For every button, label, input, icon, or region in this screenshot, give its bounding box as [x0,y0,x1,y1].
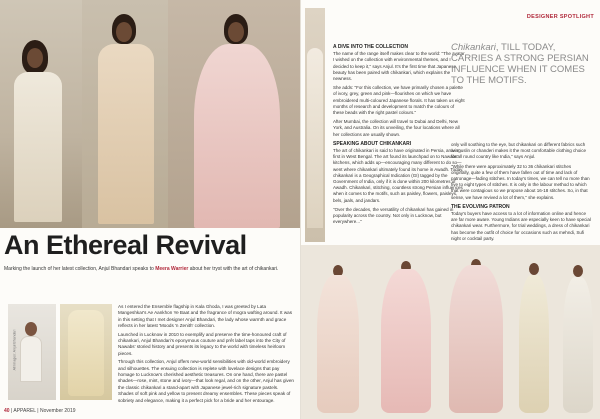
model-photo-7 [443,245,507,419]
paragraph: After Mumbai, the collection will travel to Dubai and Delhi, New York, and Australia. On its unveiling, the four locations where all her collections are usually shown. [333,119,460,137]
right-page [300,0,600,419]
model-photo-8 [513,245,553,419]
designer-portrait [8,304,56,400]
intro-body [118,304,294,406]
section-heading-chikankari: SPEAKING ABOUT CHIKANKARI [333,140,412,147]
collection-photo-strip [301,245,600,419]
paragraph: Launched in Lucknow in 2010 to exemplify and preserve the time-honoured craft of chikankari, Anjul Bhandari's eponymous couture and prêt label taps into the City of Nawabs' storied history and presents its legacy to the world with timeless heirloom pieces. [118,331,287,356]
paragraph: Today's buyers have access to a lot of information online and hence are far more aware. Young Indians are especially keen to have special chikankari wear. Furthermore, for trial weddings, a dress of chikankari has become the outfit of choice for occasions such as mehndi, Sufi night or cocktail party. [451,211,591,241]
section-tag: DESIGNER SPOTLIGHT [526,14,594,20]
paragraph: only will soothing to the eye, but chikankari on different fabrics such as muslin or chanderi makes it the most comfortable clothing choice for all round country like India," says Anjul. [451,142,587,160]
model-photo-4 [305,8,325,242]
page-number: 40 [4,408,10,414]
pull-quote [451,42,591,86]
model-photo-2 [82,0,168,228]
folio-text: | APPAREL | November 2019 [10,408,76,414]
photo-credit: All Images: Anjul Bhandari [12,329,17,371]
section-heading-patron: THE EVOLVING PATRON [451,203,510,210]
section-heading-collection: A DIVE INTO THE COLLECTION [333,44,409,50]
paragraph: "Over the decades, the versatility of chikankari has gained in popularity across the country. Not only in Lucknow, but everywhere..." [333,206,454,225]
pull-quote-word: Chikankari [451,42,496,53]
article-column-1 [333,42,465,228]
outfit-photo [60,304,112,400]
standfirst [4,266,294,273]
headline: An Ethereal Revival [4,230,247,260]
paragraph: The art of chikankari is said to have originated in Persia, arriving first in West Bengal. The art found its launchpad on to Nawabs' kitchens, which adds up—encouraging many different to do so—went where chikankari ultimately found its home in Awadh. Today, chikankari is a Geographical Indication (GI) tagged by the Government of India, only if it is done within 200 kilometres of Awadh. Chikankari, stitching, countless strong Persian influences when it comes to the motifs, such as paisley, flowers, paisleys, bels, jaals, and jandars. [333,148,464,203]
model-photo-3 [168,0,300,228]
standfirst-text: Marking the launch of her latest collection, Anjul Bhandari speaks to [4,266,156,272]
paragraph: As I entered the Ensemble flagship in Kala Ghoda, I was greeted by Lata Mangeshkar's Ae Aankhon Ye Baat and the fragrance of mogra wafting around. It was in this setting that I met designer Anjul Bhandari, the lady whose warmth and grace reflects in her latest 'Moods 'n Zenith' collection. [118,304,293,329]
model-photo-5 [307,245,367,419]
model-photo-9 [557,245,599,419]
paragraph: She adds: "For this collection, we have primarily chosen a palette of ivory, grey, green and pink—flourishes on which we have embroidered multi-coloured Japanese florals. It has taken us eight months of research and development to match the colours of these beads with the right pastel colours." [333,85,465,116]
paragraph: The name of the range itself makes clear to the world: "The avatar I wished on the collection with environmental themes, and I decided to keep it," says Anjul. It's the first time that Japanese beauty has been paired with chikankari, which explains the newness. [333,51,465,82]
article-column-2 [451,142,591,245]
standfirst-text-end: about her tryst with the art of chikankari. [188,266,279,272]
paragraph: Through this collection, Anjul offers new-world sensibilities with old-world embroidery and silhouettes. The ensuing collection is replete with lovelace designs that pay homage to Lucknow's cherished aesthetic treasures. On one hand, there are pastel shades—rose, mint, stone and ivory—that look regal, and on the other, Anjul has given the classic chikankari a stand-apart with Japanese jewel-rich signature pastels. Shades of soft pink and yellow to present dreamy ensembles. These pieces speak of sobriety and elegance, making it a perfect pick for a bride and her entourage. [118,359,294,403]
paragraph: "While there were approximately 32 to 36 chikankari stitches originally, quite a few of them have fallen out of time and lack of patronage—fading stitches. In today's times, we can tell no more than five to eight types of stitches. It is only in the labour method to which that were contagious so we propose about 16-18 stitches. So, in that sense, we have revived a lot of them," she explains. [451,163,590,200]
model-photo-6 [373,245,437,419]
pull-quote-text: , TILL TODAY, CARRIES A STRONG PERSIAN INFLUENCE WHEN IT COMES TO THE MOTIFS. [451,42,589,86]
folio [4,408,76,414]
author-name: Meera Warrier [155,266,189,272]
model-photo-1 [0,0,82,228]
